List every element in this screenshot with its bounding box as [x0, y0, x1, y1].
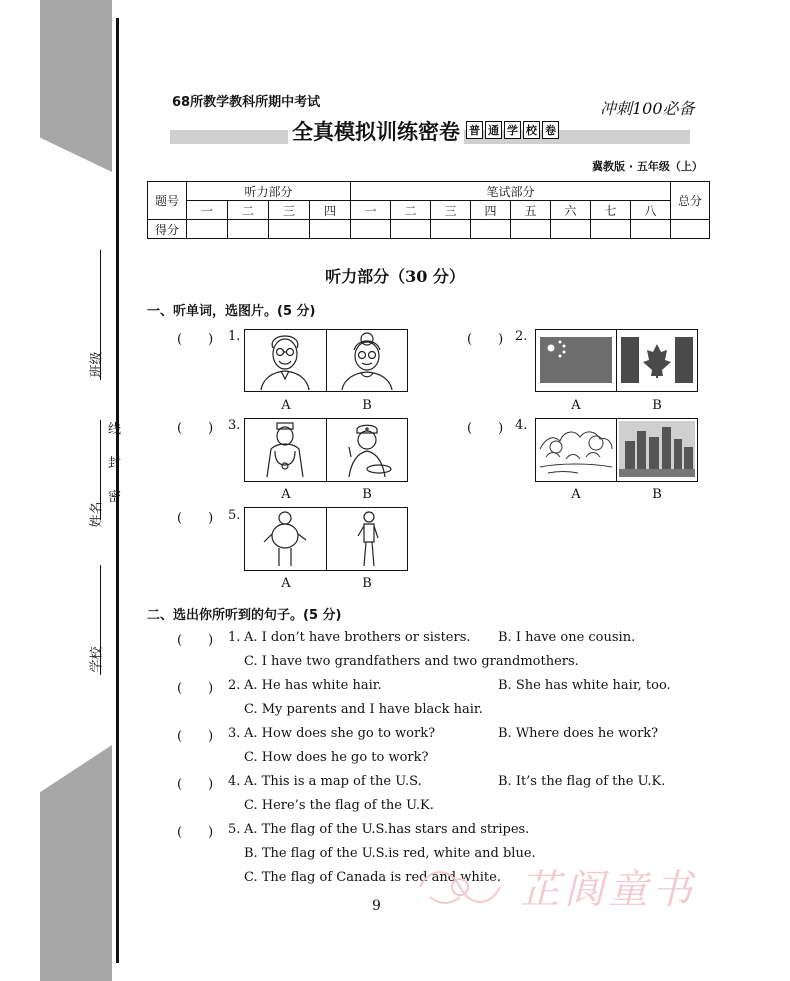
- score-cell[interactable]: [631, 220, 671, 239]
- badge-char: 通: [485, 121, 502, 139]
- answer-blank[interactable]: ( ): [467, 332, 504, 347]
- score-cell[interactable]: [351, 220, 391, 239]
- school-label: 学校: [89, 646, 105, 673]
- edition-label: 冀教版 · 五年级（上）: [592, 160, 703, 173]
- writing-col: 四: [471, 201, 511, 220]
- china-flag-picture[interactable]: [535, 329, 617, 392]
- badge-char: 普: [466, 121, 483, 139]
- writing-col: 三: [431, 201, 471, 220]
- option-b: B. Where does he work?: [498, 726, 659, 741]
- score-cell[interactable]: [187, 220, 228, 239]
- writing-col: 一: [351, 201, 391, 220]
- score-cell[interactable]: [431, 220, 471, 239]
- option-b-label: B: [652, 398, 662, 413]
- score-cell[interactable]: [551, 220, 591, 239]
- answer-blank[interactable]: ( ): [177, 729, 214, 744]
- option-a-label: A: [281, 576, 291, 591]
- option-a: A. The flag of the U.S.has stars and stripes.: [244, 822, 530, 837]
- page-title: 全真模拟训练密卷: [288, 116, 464, 146]
- badge-char: 学: [504, 121, 521, 139]
- writing-col: 五: [511, 201, 551, 220]
- score-cell[interactable]: [511, 220, 551, 239]
- score-cell[interactable]: [671, 220, 710, 239]
- city-picture[interactable]: [616, 418, 698, 482]
- item-number: 1.: [228, 630, 241, 645]
- answer-blank[interactable]: ( ): [177, 633, 214, 648]
- writing-col: 二: [391, 201, 431, 220]
- option-b: B. It’s the flag of the U.K.: [498, 774, 666, 789]
- item-number: 3.: [228, 418, 241, 433]
- writing-col: 六: [551, 201, 591, 220]
- grandmother-picture[interactable]: [326, 329, 408, 392]
- series-label: 68所教学教科所期中考试: [172, 95, 321, 110]
- option-b-label: B: [362, 576, 372, 591]
- writing-header: 笔试部分: [351, 182, 671, 201]
- option-a-label: A: [571, 487, 581, 502]
- option-a: A. This is a map of the U.S.: [244, 774, 422, 789]
- question-number-header: 题号: [148, 182, 187, 220]
- part2-heading: 二、选出你所听到的句子。(5 分): [147, 608, 342, 623]
- grandfather-picture[interactable]: [244, 329, 327, 392]
- item-number: 4.: [515, 418, 528, 433]
- score-cell[interactable]: [471, 220, 511, 239]
- answer-blank[interactable]: ( ): [177, 777, 214, 792]
- answer-blank[interactable]: ( ): [177, 681, 214, 696]
- listening-col: 一: [187, 201, 228, 220]
- option-c: C. My parents and I have black hair.: [244, 702, 483, 717]
- option-a-label: A: [571, 398, 581, 413]
- answer-blank[interactable]: ( ): [177, 421, 214, 436]
- name-label: 姓名: [89, 501, 105, 528]
- page-number: 9: [372, 898, 381, 914]
- option-b: B. The flag of the U.S.is red, white and blue.: [244, 846, 536, 861]
- fat-man-picture[interactable]: [244, 507, 327, 571]
- score-cell[interactable]: [228, 220, 269, 239]
- item-number: 4.: [228, 774, 241, 789]
- score-cell[interactable]: [591, 220, 631, 239]
- listening-header: 听力部分: [187, 182, 351, 201]
- option-c: C. The flag of Canada is red and white.: [244, 870, 501, 885]
- answer-blank[interactable]: ( ): [177, 825, 214, 840]
- countryside-picture[interactable]: [535, 418, 617, 482]
- badge-char: 校: [523, 121, 540, 139]
- option-c: C. Here’s the flag of the U.K.: [244, 798, 434, 813]
- option-c: C. How does he go to work?: [244, 750, 429, 765]
- listening-col: 二: [228, 201, 269, 220]
- school-badge: [466, 121, 559, 139]
- score-row-label: 得分: [148, 220, 187, 239]
- option-b-label: B: [652, 487, 662, 502]
- class-label: 班级: [89, 351, 105, 378]
- thin-man-picture[interactable]: [326, 507, 408, 571]
- item-number: 1.: [228, 329, 241, 344]
- option-a: A. How does she go to work?: [244, 726, 436, 741]
- binding-decoration-bottom: [40, 745, 112, 981]
- answer-blank[interactable]: ( ): [177, 511, 214, 526]
- item-number: 5.: [228, 508, 241, 523]
- option-a: A. He has white hair.: [244, 678, 382, 693]
- canada-flag-picture[interactable]: [616, 329, 698, 392]
- watermark: 芷阆童书: [520, 867, 696, 913]
- seal-char-1: 密: [108, 490, 122, 505]
- option-a-label: A: [281, 398, 291, 413]
- nurse-picture[interactable]: [326, 418, 408, 482]
- seal-char-2: 封: [108, 456, 122, 471]
- slogan: 冲刺100必备: [600, 99, 695, 118]
- badge-char: 卷: [542, 121, 559, 139]
- score-table: [147, 181, 710, 239]
- option-a: A. I don’t have brothers or sisters.: [244, 630, 471, 645]
- option-b-label: B: [362, 398, 372, 413]
- score-cell[interactable]: [310, 220, 351, 239]
- item-number: 2.: [515, 329, 528, 344]
- answer-blank[interactable]: ( ): [467, 421, 504, 436]
- section-title: 听力部分（30 分）: [325, 267, 465, 286]
- option-a-label: A: [281, 487, 291, 502]
- doctor-picture[interactable]: [244, 418, 327, 482]
- score-cell[interactable]: [269, 220, 310, 239]
- option-b: B. I have one cousin.: [498, 630, 636, 645]
- writing-col: 七: [591, 201, 631, 220]
- option-b-label: B: [362, 487, 372, 502]
- item-number: 2.: [228, 678, 241, 693]
- writing-col: 八: [631, 201, 671, 220]
- listening-col: 四: [310, 201, 351, 220]
- binding-decoration-top: [40, 0, 112, 172]
- item-number: 5.: [228, 822, 241, 837]
- score-cell[interactable]: [391, 220, 431, 239]
- part1-heading: 一、听单词，选图片。(5 分): [147, 304, 316, 319]
- seal-char-3: 线: [108, 422, 122, 437]
- answer-blank[interactable]: ( ): [177, 332, 214, 347]
- option-c: C. I have two grandfathers and two grandmothers.: [244, 654, 579, 669]
- watermark-flower-icon: [410, 862, 510, 916]
- total-header: 总分: [671, 182, 710, 220]
- listening-col: 三: [269, 201, 310, 220]
- option-b: B. She has white hair, too.: [498, 678, 671, 693]
- item-number: 3.: [228, 726, 241, 741]
